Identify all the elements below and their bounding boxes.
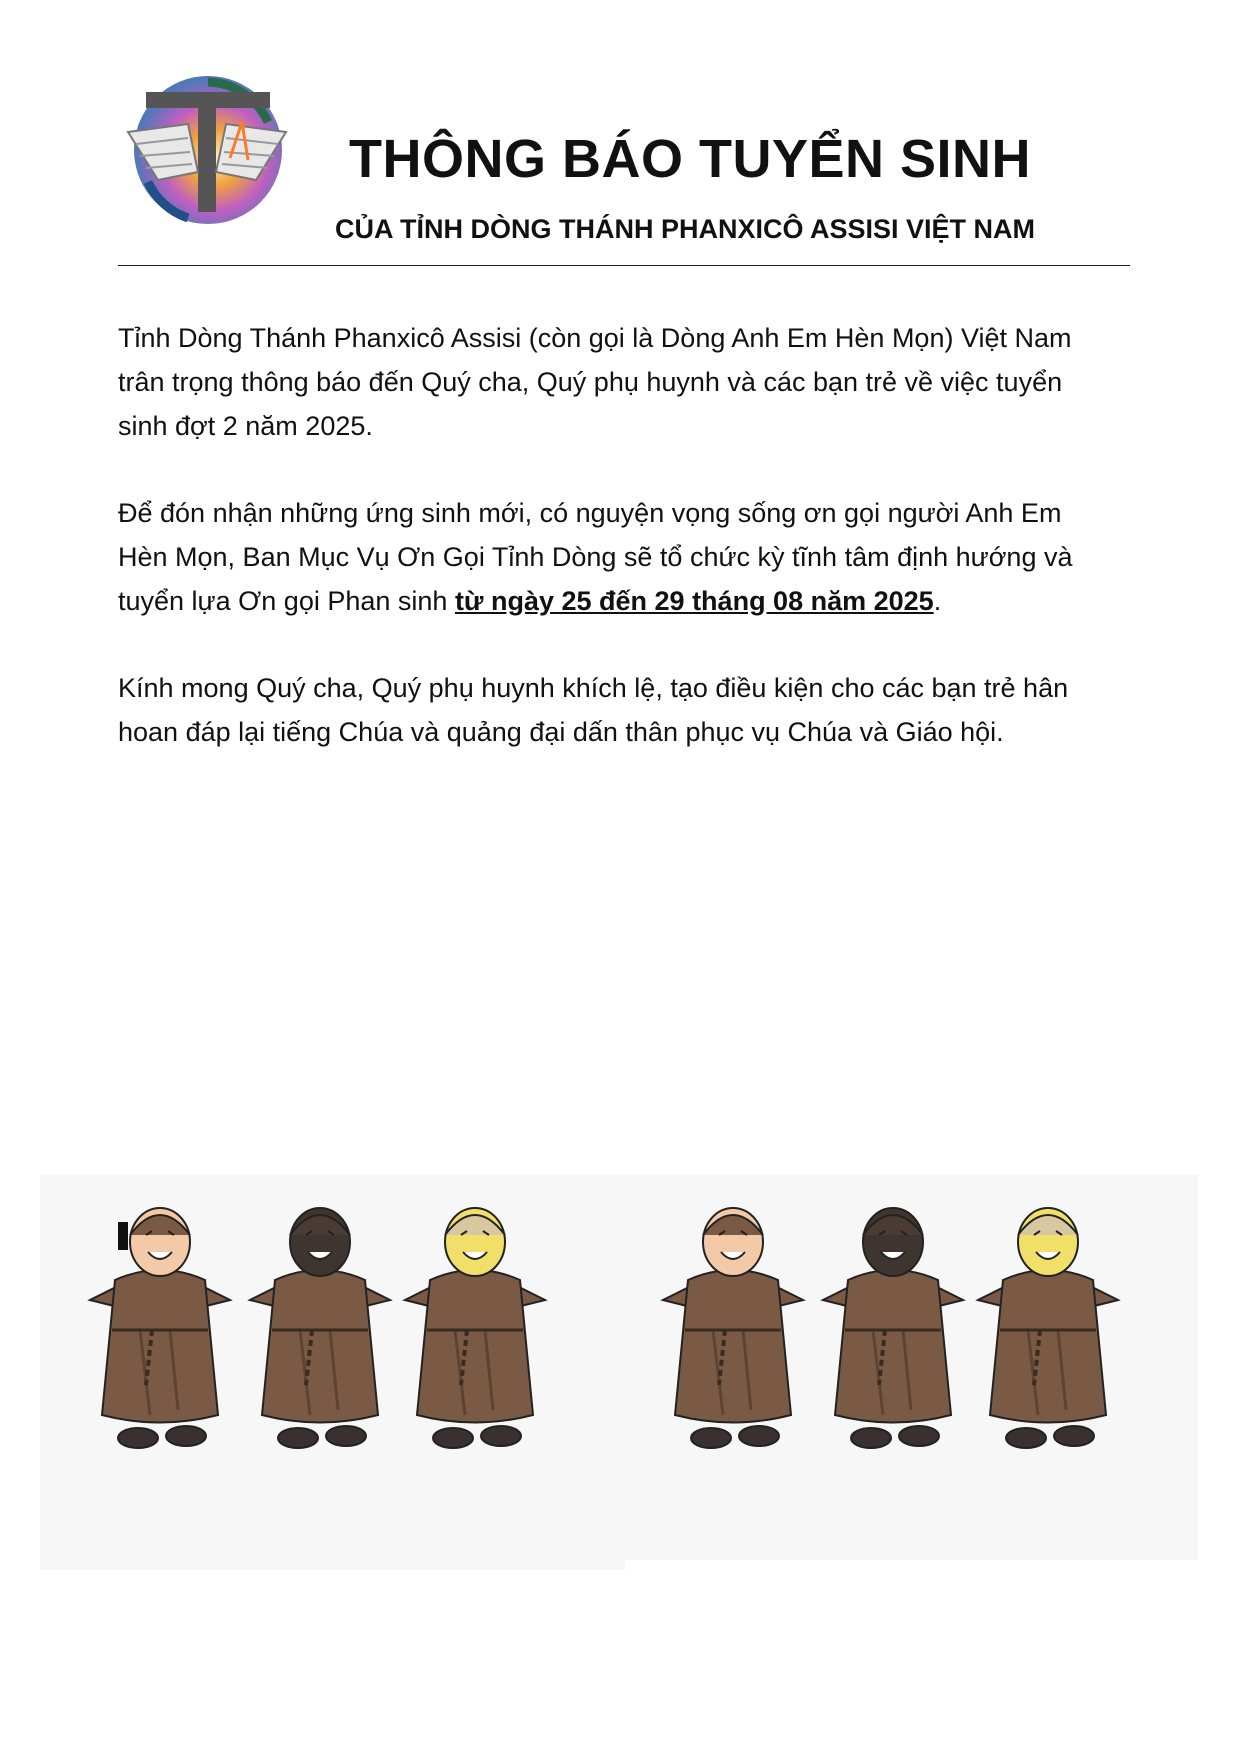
franciscan-emblem-icon [118,62,296,227]
three-friars-illustration [55,1180,595,1500]
three-friars-illustration-copy [628,1180,1168,1500]
page-title: THÔNG BÁO TUYỂN SINH [348,129,1032,189]
header-divider [118,265,1130,266]
paragraph-retreat [118,491,1118,623]
paragraph-closing: Kính mong Quý cha, Quý phụ huynh khích lệ, tạo điều kiện cho các bạn trẻ hân hoan đáp lại tiếng Chúa và quảng đại dấn thân phục vụ Chúa và Giáo hội. [118,673,1069,747]
paragraph-intro: Tỉnh Dòng Thánh Phanxicô Assisi (còn gọi là Dòng Anh Em Hèn Mọn) Việt Nam trân trọng thông báo đến Quý cha, Quý phụ huynh và các bạn trẻ về việc tuyển sinh đợt 2 năm 2025. [118,323,1072,441]
text-cursor-mark [118,1222,128,1250]
page-subtitle: CỦA TỈNH DÒNG THÁNH PHANXICÔ ASSISI VIỆT NAM [334,214,1036,244]
retreat-period: . [933,586,942,616]
announcement-body [118,316,1118,797]
retreat-date: từ ngày 25 đến 29 tháng 08 năm 2025 [454,586,934,616]
retreat-text: Để đón nhận những ứng sinh mới, có nguyện vọng sống ơn gọi người Anh Em Hèn Mọn, Ban Mục Vụ Ơn Gọi Tỉnh Dòng sẽ tổ chức kỳ tĩnh tâm định hướng và tuyển lựa Ơn gọi Phan sinh [118,498,1073,616]
